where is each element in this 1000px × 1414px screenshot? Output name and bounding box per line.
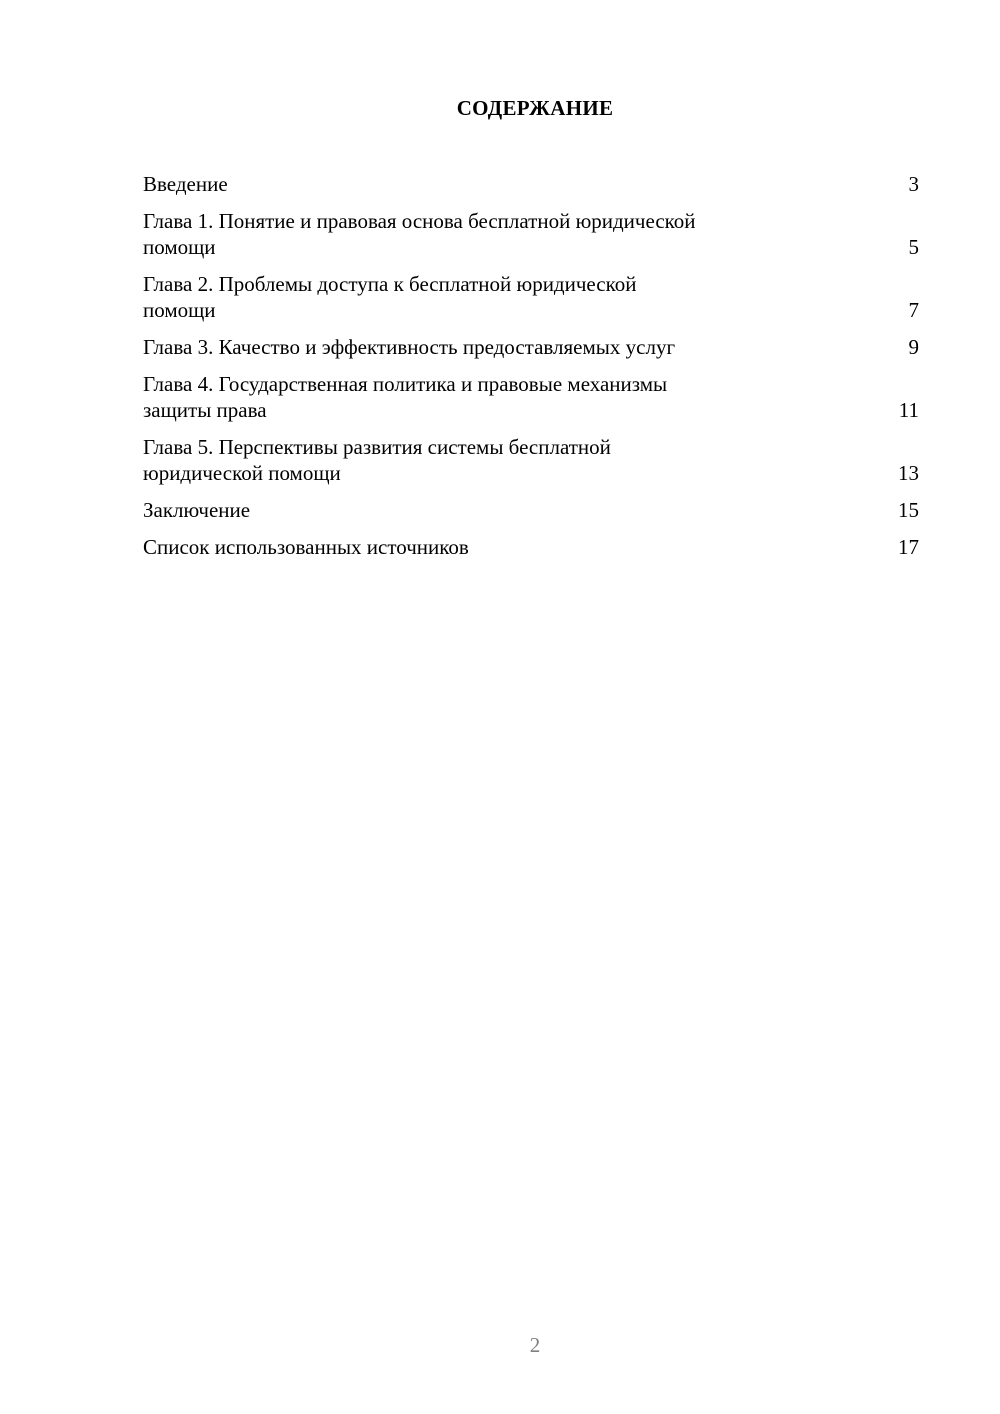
toc-entry-title: Глава 2. Проблемы доступа к бесплатной юридической помощи	[143, 272, 637, 322]
toc-entry-page: 7	[908, 298, 919, 322]
toc-entry-title: Введение	[143, 172, 228, 196]
toc-entry-title: Список использованных источников	[143, 535, 469, 559]
toc-entry-page: 9	[908, 335, 919, 359]
toc-entry-title: Глава 3. Качество и эффективность предоставляемых услуг	[143, 335, 676, 359]
toc-entry-chapter-5	[143, 434, 919, 486]
toc-entry-page: 5	[908, 235, 919, 259]
toc-entry-introduction	[143, 171, 919, 197]
toc-entry-page: 3	[908, 172, 919, 196]
toc-entry-page: 11	[898, 398, 919, 422]
toc-entry-page: 15	[898, 498, 919, 522]
toc-entry-references	[143, 534, 919, 560]
toc-entry-page: 13	[898, 461, 919, 485]
toc-entry-title: Глава 5. Перспективы развития системы бесплатной юридической помощи	[143, 435, 611, 485]
toc-entry-page: 17	[898, 535, 919, 559]
toc-entry-chapter-4	[143, 371, 919, 423]
table-of-contents	[143, 171, 919, 571]
toc-entry-chapter-1	[143, 208, 919, 260]
page-number: 2	[529, 1333, 541, 1357]
toc-entry-chapter-3	[143, 334, 919, 360]
toc-entry-title: Заключение	[143, 498, 251, 522]
toc-entry-chapter-2	[143, 271, 919, 323]
toc-entry-title: Глава 1. Понятие и правовая основа бесплатной юридической помощи	[143, 209, 696, 259]
toc-entry-title: Глава 4. Государственная политика и правовые механизмы защиты права	[143, 372, 668, 422]
toc-heading: СОДЕРЖАНИЕ	[456, 96, 614, 120]
toc-entry-conclusion	[143, 497, 919, 523]
